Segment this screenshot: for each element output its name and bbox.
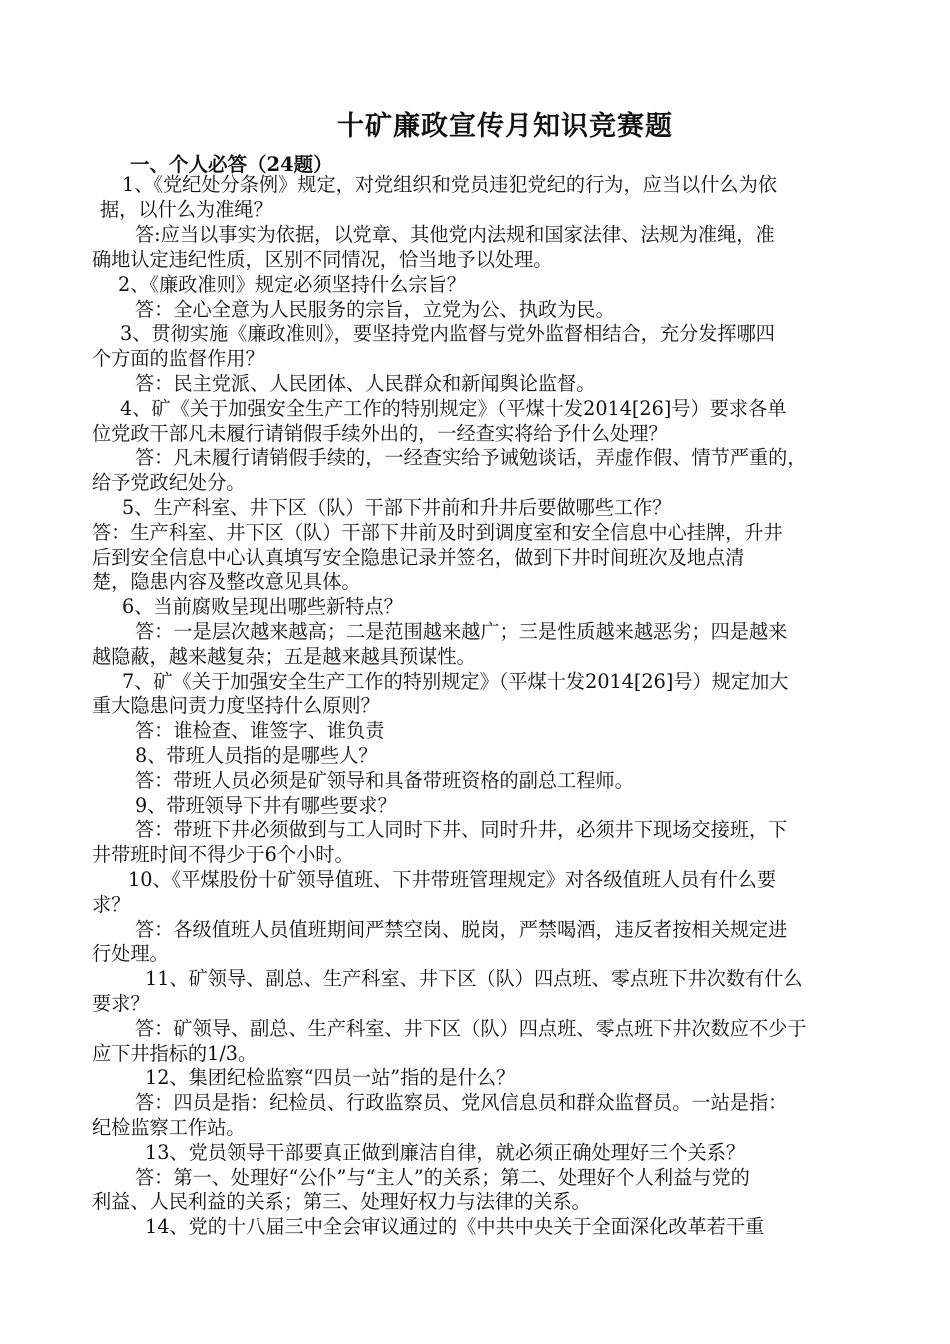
text-line: 后到安全信息中心认真填写安全隐患记录并签名，做到下井时间班次及地点清: [92, 546, 745, 569]
text-line: 13、党员领导干部要真正做到廉洁自律，就必须正确处理好三个关系？: [145, 1141, 746, 1164]
text-line: 给予党政纪处分。: [92, 471, 246, 494]
text-line: 答：矿领导、副总、生产科室、井下区（队）四点班、零点班下井次数应不少于: [135, 1017, 807, 1040]
text-line: 重大隐患问责力度坚持什么原则？: [92, 694, 380, 717]
text-line: 1、《党纪处分条例》规定，对党组织和党员违犯党纪的行为，应当以什么为依: [122, 173, 777, 196]
text-line: 答：全心全意为人民服务的宗旨，立党为公、执政为民。: [135, 298, 615, 321]
section-heading: 一、个人必答（24题）: [130, 153, 333, 176]
text-line: 求？: [92, 893, 131, 916]
text-line: 答：谁检查、谁签字、谁负责: [135, 719, 385, 742]
text-line: 12、集团纪检监察“四员一站”指的是什么？: [145, 1066, 516, 1089]
text-line: 答：凡未履行请销假手续的，一经查实给予诫勉谈话，弄虚作假、情节严重的，: [135, 446, 807, 469]
text-line: 11、矿领导、副总、生产科室、井下区（队）四点班、零点班下井次数有什么: [145, 967, 803, 990]
text-line: 答：生产科室、井下区（队）干部下井前及时到调度室和安全信息中心挂牌，升井: [92, 521, 783, 544]
text-line: 据，以什么为准绳？: [100, 198, 273, 221]
text-line: 7、矿《关于加强安全生产工作的特别规定》（平煤十发2014[26]号）规定加大: [122, 670, 789, 693]
text-line: 井带班时间不得少于6个小时。: [92, 843, 354, 866]
text-line: 4、矿《关于加强安全生产工作的特别规定》（平煤十发2014[26]号）要求各单: [120, 397, 787, 420]
text-line: 纪检监察工作站。: [92, 1116, 246, 1139]
text-line: 位党政干部凡未履行请销假手续外出的，一经查实将给予什么处理？: [92, 422, 668, 445]
text-line: 要求？: [92, 992, 150, 1015]
text-line: 应下井指标的1/3。: [92, 1042, 258, 1065]
text-line: 10、《平煤股份十矿领导值班、下井带班管理规定》对各级值班人员有什么要: [128, 868, 777, 891]
text-line: 越隐蔽，越来越复杂；五是越来越具预谋性。: [92, 645, 476, 668]
text-line: 答:应当以事实为依据，以党章、其他党内法规和国家法律、法规为准绳，准: [135, 223, 775, 246]
text-line: 答：各级值班人员值班期间严禁空岗、脱岗，严禁喝酒，违反者按相关规定进: [135, 918, 788, 941]
text-line: 2、《廉政准则》规定必须坚持什么宗旨？: [118, 273, 466, 296]
text-line: 确地认定违纪性质，区别不同情况，恰当地予以处理。: [92, 248, 553, 271]
text-line: 行处理。: [92, 942, 169, 965]
text-line: 答：带班下井必须做到与工人同时下井、同时升井，必须井下现场交接班，下: [135, 818, 788, 841]
text-line: 14、党的十八届三中全会审议通过的《中共中央关于全面深化改革若干重: [145, 1215, 765, 1238]
text-line: 5、生产科室、井下区（队）干部下井前和升井后要做哪些工作？: [122, 496, 672, 519]
text-line: 答：四员是指：纪检员、行政监察员、党风信息员和群众监督员。一站是指：: [135, 1091, 788, 1114]
text-line: 答：一是层次越来越高；二是范围越来越广；三是性质越来越恶劣；四是越来: [135, 620, 788, 643]
document-title: 十矿廉政宣传月知识竞赛题: [337, 111, 673, 142]
text-line: 利益、人民利益的关系；第三、处理好权力与法律的关系。: [92, 1190, 591, 1213]
text-line: 8、带班人员指的是哪些人？: [135, 744, 378, 767]
text-line: 答：民主党派、人民团体、人民群众和新闻舆论监督。: [135, 372, 596, 395]
text-line: 答：第一、处理好“公仆”与“主人”的关系；第二、处理好个人利益与党的: [135, 1166, 750, 1189]
text-line: 楚，隐患内容及整改意见具体。: [92, 570, 361, 593]
text-line: 9、带班领导下井有哪些要求？: [135, 794, 397, 817]
text-line: 3、贯彻实施《廉政准则》，要坚持党内监督与党外监督相结合，充分发挥哪四: [120, 322, 775, 345]
text-line: 6、当前腐败呈现出哪些新特点？: [122, 595, 403, 618]
text-line: 个方面的监督作用？: [92, 347, 265, 370]
text-line: 答：带班人员必须是矿领导和具备带班资格的副总工程师。: [135, 769, 634, 792]
